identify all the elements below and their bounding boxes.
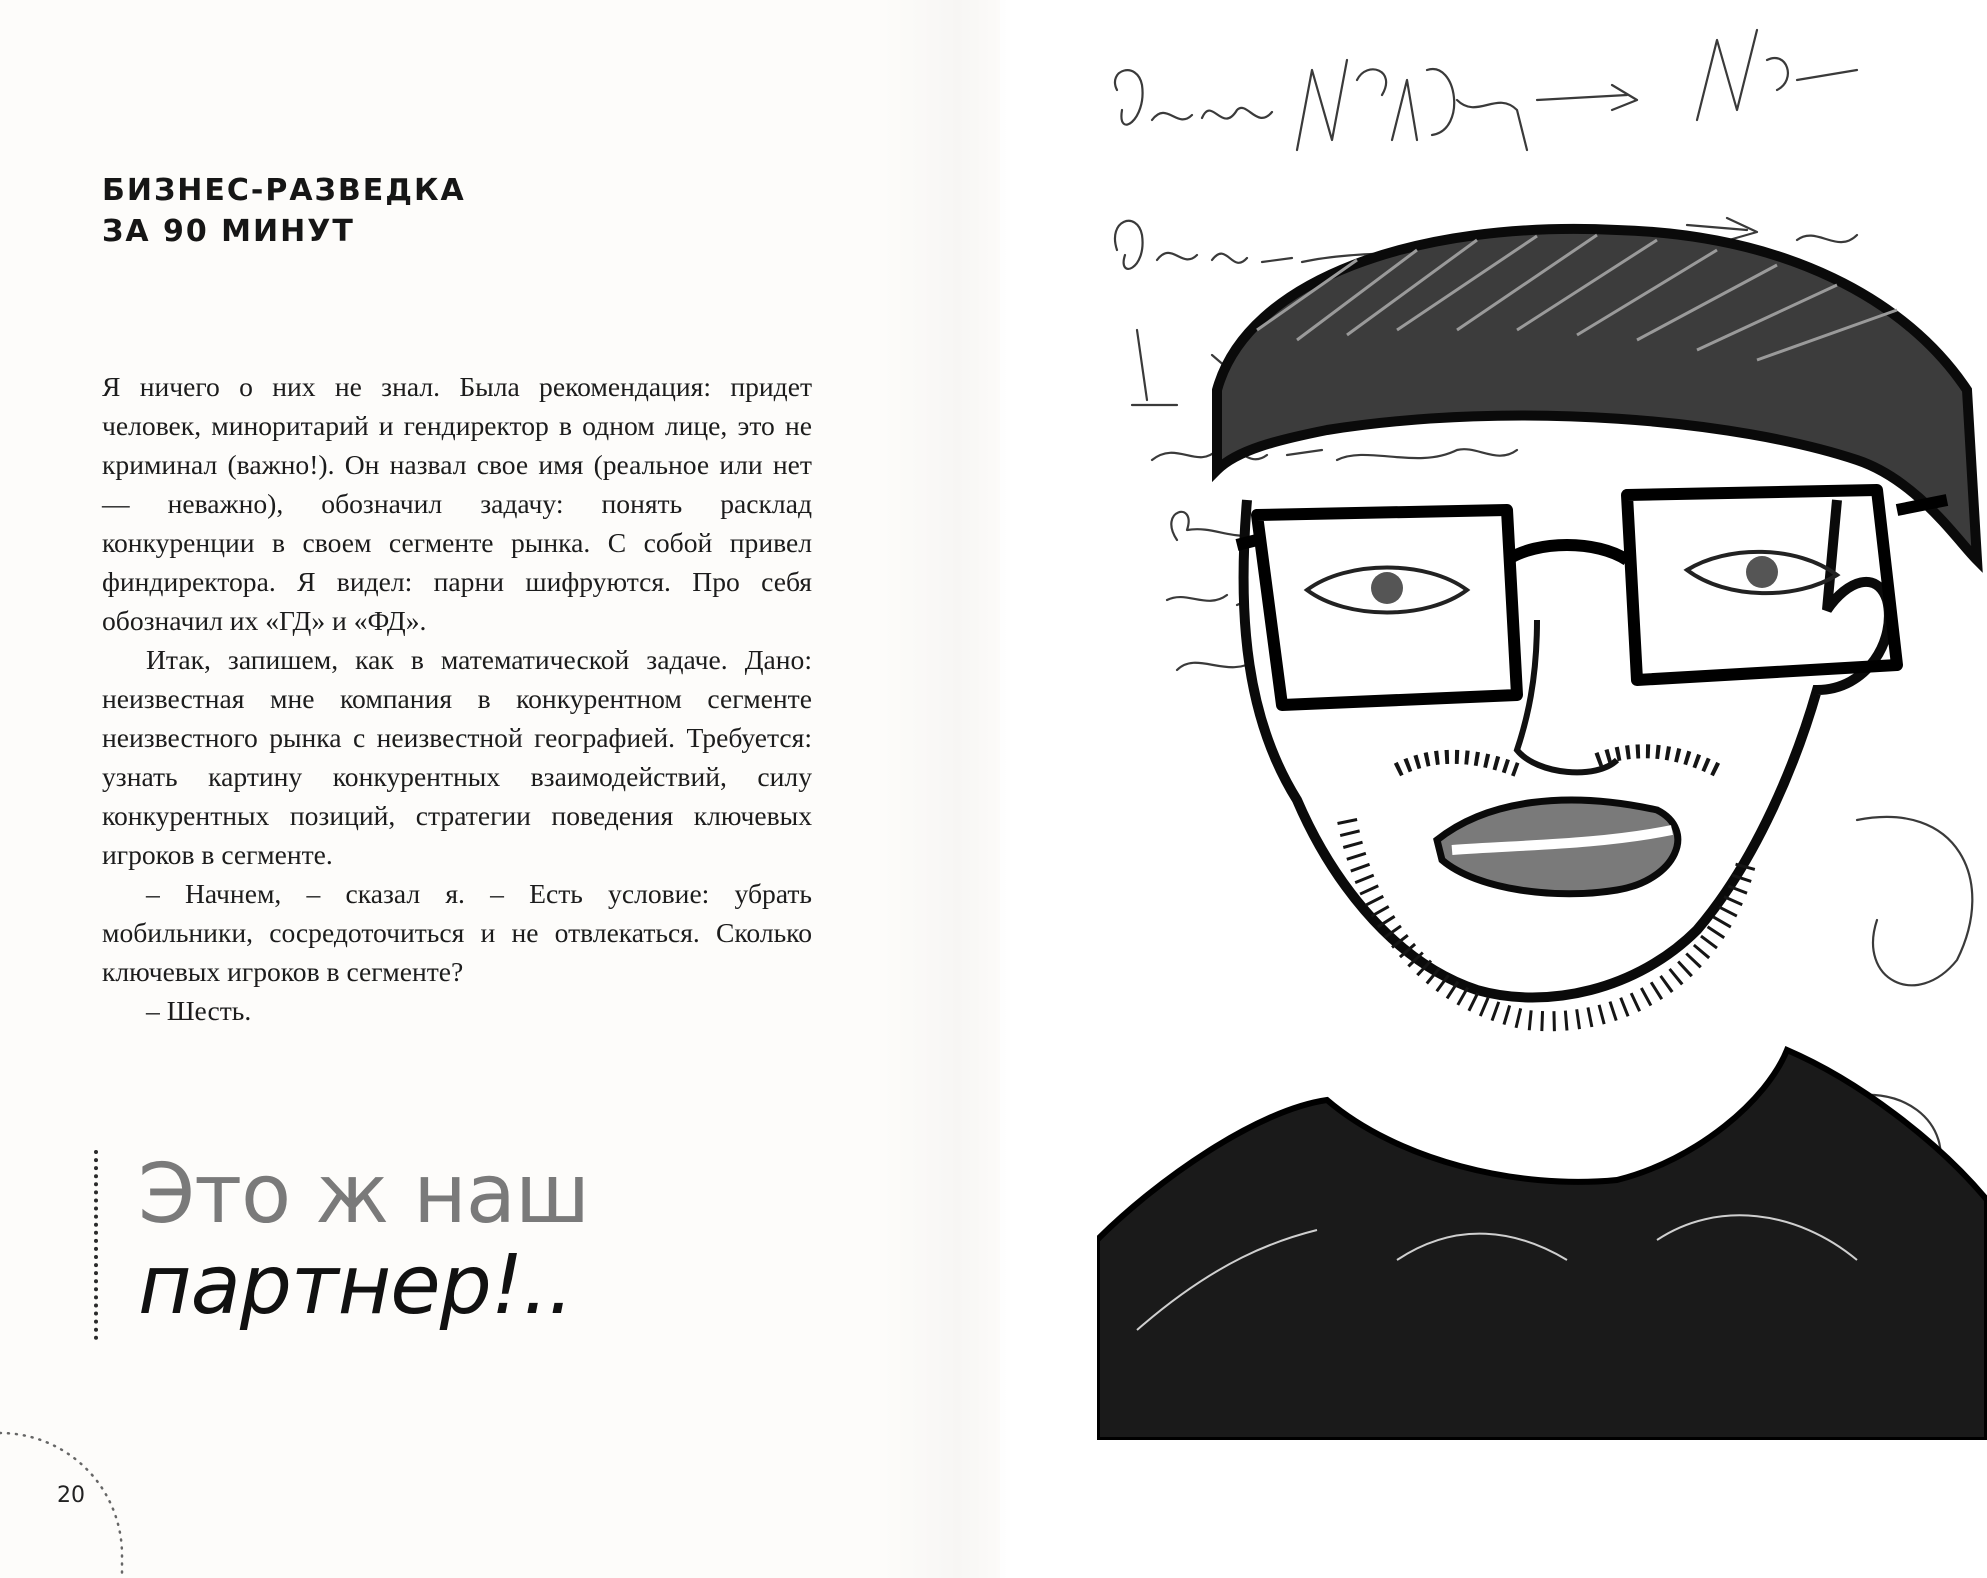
pull-quote-line-1: Это ж наш bbox=[138, 1147, 590, 1242]
chapter-title bbox=[102, 170, 466, 252]
paragraph-1: Я ничего о них не знал. Была рекомендация: придет человек, миноритарий и гендиректор в одном лице, это не криминал (важно!). Он назвал свое имя (реальное или нет — неважно), обозначил задачу: понять расклад конкуренции в своем сегменте рынка. С собой привел финдиректора. Я видел: парни шифруются. Про себя обозначил их «ГД» и «ФД». bbox=[102, 371, 812, 636]
left-eye bbox=[1371, 572, 1403, 604]
body-text bbox=[102, 367, 812, 1030]
dialogue-line-1: – Начнем, – сказал я. – Есть условие: убрать мобильники, сосредоточиться и не отвлекаться. Сколько ключевых игроков в сегменте? bbox=[102, 878, 812, 987]
chapter-title-line-2: ЗА 90 МИНУТ bbox=[102, 214, 355, 249]
page-number: 20 bbox=[57, 1483, 85, 1508]
portrait-sketch-icon bbox=[1097, 0, 1987, 1440]
dialogue-line-2: – Шесть. bbox=[146, 995, 252, 1026]
right-eye bbox=[1746, 556, 1778, 588]
pull-quote-line-2: партнер!.. bbox=[138, 1238, 573, 1333]
paragraph-2: Итак, запишем, как в математической задаче. Дано: неизвестная мне компания в конкурентном сегменте неизвестного рынка с неизвестной географией. Требуется: узнать картину конкурентных взаимодействий, силу конкурентных позиций, стратегии поведения ключевых игроков в сегменте. bbox=[102, 644, 812, 870]
chapter-title-line-1: БИЗНЕС-РАЗВЕДКА bbox=[102, 173, 466, 208]
book-gutter bbox=[880, 0, 1010, 1578]
pull-quote bbox=[94, 1147, 590, 1340]
